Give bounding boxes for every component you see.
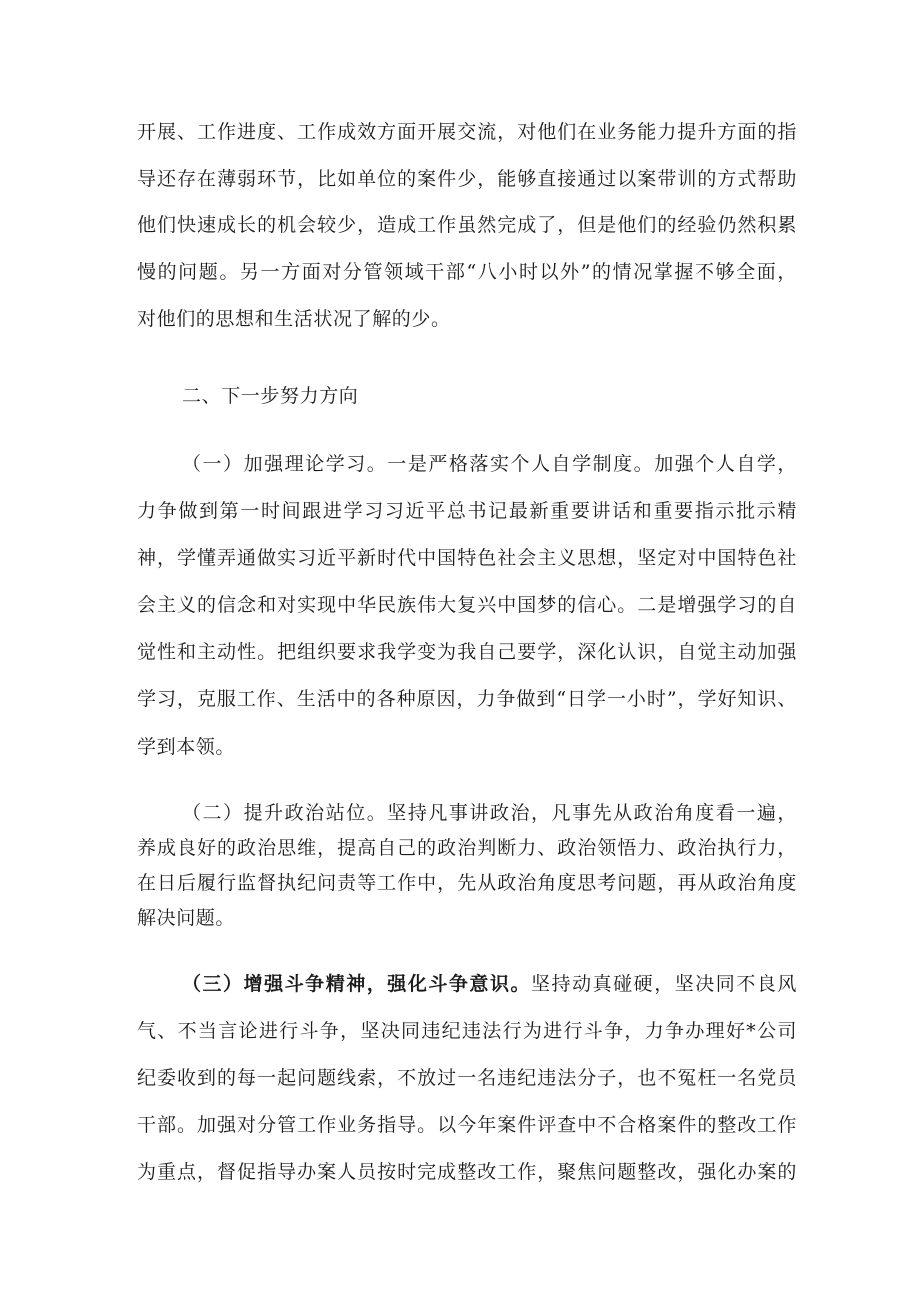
item2-line-4: 解决问题。 xyxy=(137,907,236,929)
item1-line-2: 力争做到第一时间跟进学习习近平总书记最新重要讲话和重要指示批示精 xyxy=(137,500,797,522)
item1-line-4: 会主义的信念和对实现中华民族伟大复兴中国梦的信心。二是增强学习的自 xyxy=(137,594,797,616)
para1-line-3: 他们快速成长的机会较少，造成工作虽然完成了，但是他们的经验仍然积累 xyxy=(137,214,797,236)
section2-heading: 二、下一步努力方向 xyxy=(182,385,359,407)
item2-line-3: 在日后履行监督执纪问责等工作中，先从政治角度思考问题，再从政治角度 xyxy=(137,872,797,894)
item1-line-5: 觉性和主动性。把组织要求我学变为我自己要学，深化认识，自觉主动加强 xyxy=(137,641,797,663)
item3-line-3: 纪委收到的每一起问题线索，不放过一名违纪违法分子，也不冤枉一名党员 xyxy=(137,1067,797,1089)
para1-line-4: 慢的问题。另一方面对分管领域干部“八小时以外”的情况掌握不够全面， xyxy=(137,261,797,283)
item3-line-2: 气、不当言论进行斗争，坚决同违纪违法行为进行斗争，力争办理好*公司 xyxy=(137,1020,797,1042)
item3-bold-lead: （三）增强斗争精神，强化斗争意识。 xyxy=(182,973,532,995)
para1-line-1: 开展、工作进度、工作成效方面开展交流，对他们在业务能力提升方面的指 xyxy=(137,121,797,143)
item1-line-6: 学习，克服工作、生活中的各种原因，力争做到“日学一小时”，学好知识、 xyxy=(137,688,797,710)
item2-line-2: 养成良好的政治思维，提高自己的政治判断力、政治领悟力、政治执行力， xyxy=(137,837,797,859)
item2-line-1: （二）提升政治站位。坚持凡事讲政治，凡事先从政治角度看一遍， xyxy=(182,802,797,824)
item3-first-rest: 坚持动真碰硬，坚决同不良风 xyxy=(531,973,797,995)
para1-line-2: 导还存在薄弱环节，比如单位的案件少，能够直接通过以案带训的方式帮助 xyxy=(137,168,797,190)
item3-line-4: 干部。加强对分管工作业务指导。以今年案件评查中不合格案件的整改工作 xyxy=(137,1114,797,1136)
para1-line-5: 对他们的思想和生活状况了解的少。 xyxy=(137,308,451,330)
item3-line-5: 为重点，督促指导办案人员按时完成整改工作，聚焦问题整改，强化办案的 xyxy=(137,1161,797,1183)
item1-line-7: 学到本领。 xyxy=(137,736,236,758)
item1-line-3: 神，学懂弄通做实习近平新时代中国特色社会主义思想，坚定对中国特色社 xyxy=(137,547,797,569)
item3-line-1 xyxy=(182,972,797,996)
item1-line-1: （一）加强理论学习。一是严格落实个人自学制度。加强个人自学， xyxy=(182,453,797,475)
